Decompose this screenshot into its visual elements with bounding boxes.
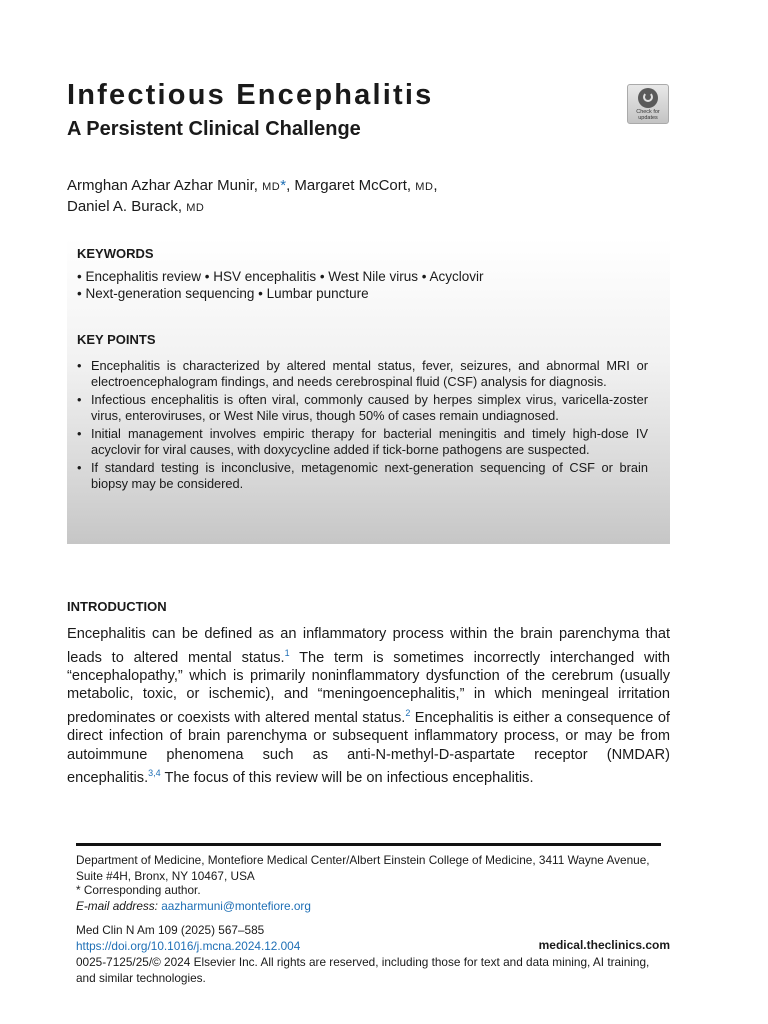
reference-link[interactable]: 3,4 (148, 768, 161, 779)
journal-site: medical.theclinics.com (538, 938, 670, 952)
article-title: Infectious Encephalitis (67, 79, 434, 111)
email-link[interactable]: aazharmuni@montefiore.org (161, 899, 311, 913)
corresponding-note: * Corresponding author. (76, 883, 201, 897)
keywords-keypoints-box (67, 238, 670, 544)
keywords-heading: KEYWORDS (77, 246, 154, 261)
keywords-line: • Next-generation sequencing • Lumbar puncture (77, 286, 369, 301)
author-degree: MD (262, 181, 281, 193)
key-point-item: • Infectious encephalitis is often viral, commonly caused by herpes simplex virus, varicella-zoster virus, enteroviruses, or West Nile virus, though 50% of cases remain undiagnosed. (77, 392, 648, 423)
reference-link[interactable]: 1 (284, 647, 290, 658)
check-for-updates-button[interactable] (627, 84, 669, 124)
author-list: Armghan Azhar Azhar Munir, MD*, Margaret McCort, MD, Daniel A. Burack, MD (67, 177, 438, 215)
check-for-updates-label: Check for updates (636, 109, 660, 121)
check-for-updates-icon (638, 88, 658, 108)
corresponding-author-link[interactable]: * (280, 177, 287, 194)
journal-citation: Med Clin N Am 109 (2025) 567–585 (76, 923, 265, 937)
email-label: E-mail address: (76, 899, 158, 913)
key-points-list (77, 358, 648, 494)
key-point-item: • Encephalitis is characterized by altered mental status, fever, seizures, and abnormal MRI or electroencephalogram findings, and needs cerebrospinal fluid (CSF) analysis for diagnosis. (77, 358, 648, 389)
author-name: Margaret McCort, (294, 177, 412, 194)
key-point-item: • If standard testing is inconclusive, metagenomic next-generation sequencing of CSF or brain biopsy may be considered. (77, 460, 648, 491)
article-subtitle: A Persistent Clinical Challenge (67, 118, 361, 140)
keywords-line: • Encephalitis review • HSV encephalitis • West Nile virus • Acyclovir (77, 269, 484, 284)
key-points-heading: KEY POINTS (77, 332, 156, 347)
author-name: Daniel A. Burack, (67, 198, 183, 215)
key-point-item: • Initial management involves empiric therapy for bacterial meningitis and timely high-dose IV acyclovir for viral causes, with doxycycline added if tick-borne pathogens are suspected. (77, 426, 648, 457)
reference-link[interactable]: 2 (405, 707, 411, 718)
author-degree: MD (186, 202, 205, 214)
footnote-divider (76, 843, 661, 846)
introduction-paragraph: Encephalitis can be defined as an inflammatory process within the brain parenchyma that leads to altered mental status.$^1$ The term is sometimes incorrectly interchanged with “encephalopathy,” which is primarily noninflammatory dysfunction of the cerebrum (usually metabolic, toxic, or ischemic), and “meningoencephalitis,” in which meningeal irritation predominates or coexists with altered mental status.$^2$ Encephalitis is either a consequence of direct infection of brain parenchyma or subsequent inflammatory process, or may be from autoimmune phenomena such as anti-N-methyl-D-aspartate receptor (NMDAR) encephalitis.$^{3,4}$ The focus of this review will be on infectious encephalitis. (67, 626, 670, 787)
author-degree: MD (415, 181, 434, 193)
author-name: Armghan Azhar Azhar Munir, (67, 177, 258, 194)
affiliation-text: Department of Medicine, Montefiore Medical Center/Albert Einstein College of Medicine, 3411 Wayne Avenue, Suite #4H, Bronx, NY 10467, USA (76, 853, 650, 883)
introduction-heading: INTRODUCTION (67, 599, 167, 614)
email-line (76, 898, 670, 914)
doi-link[interactable]: https://doi.org/10.1016/j.mcna.2024.12.004 (76, 939, 301, 953)
copyright-text: 0025-7125/25/© 2024 Elsevier Inc. All rights are reserved, including those for text and data mining, AI training, and similar technologies. (76, 955, 650, 985)
